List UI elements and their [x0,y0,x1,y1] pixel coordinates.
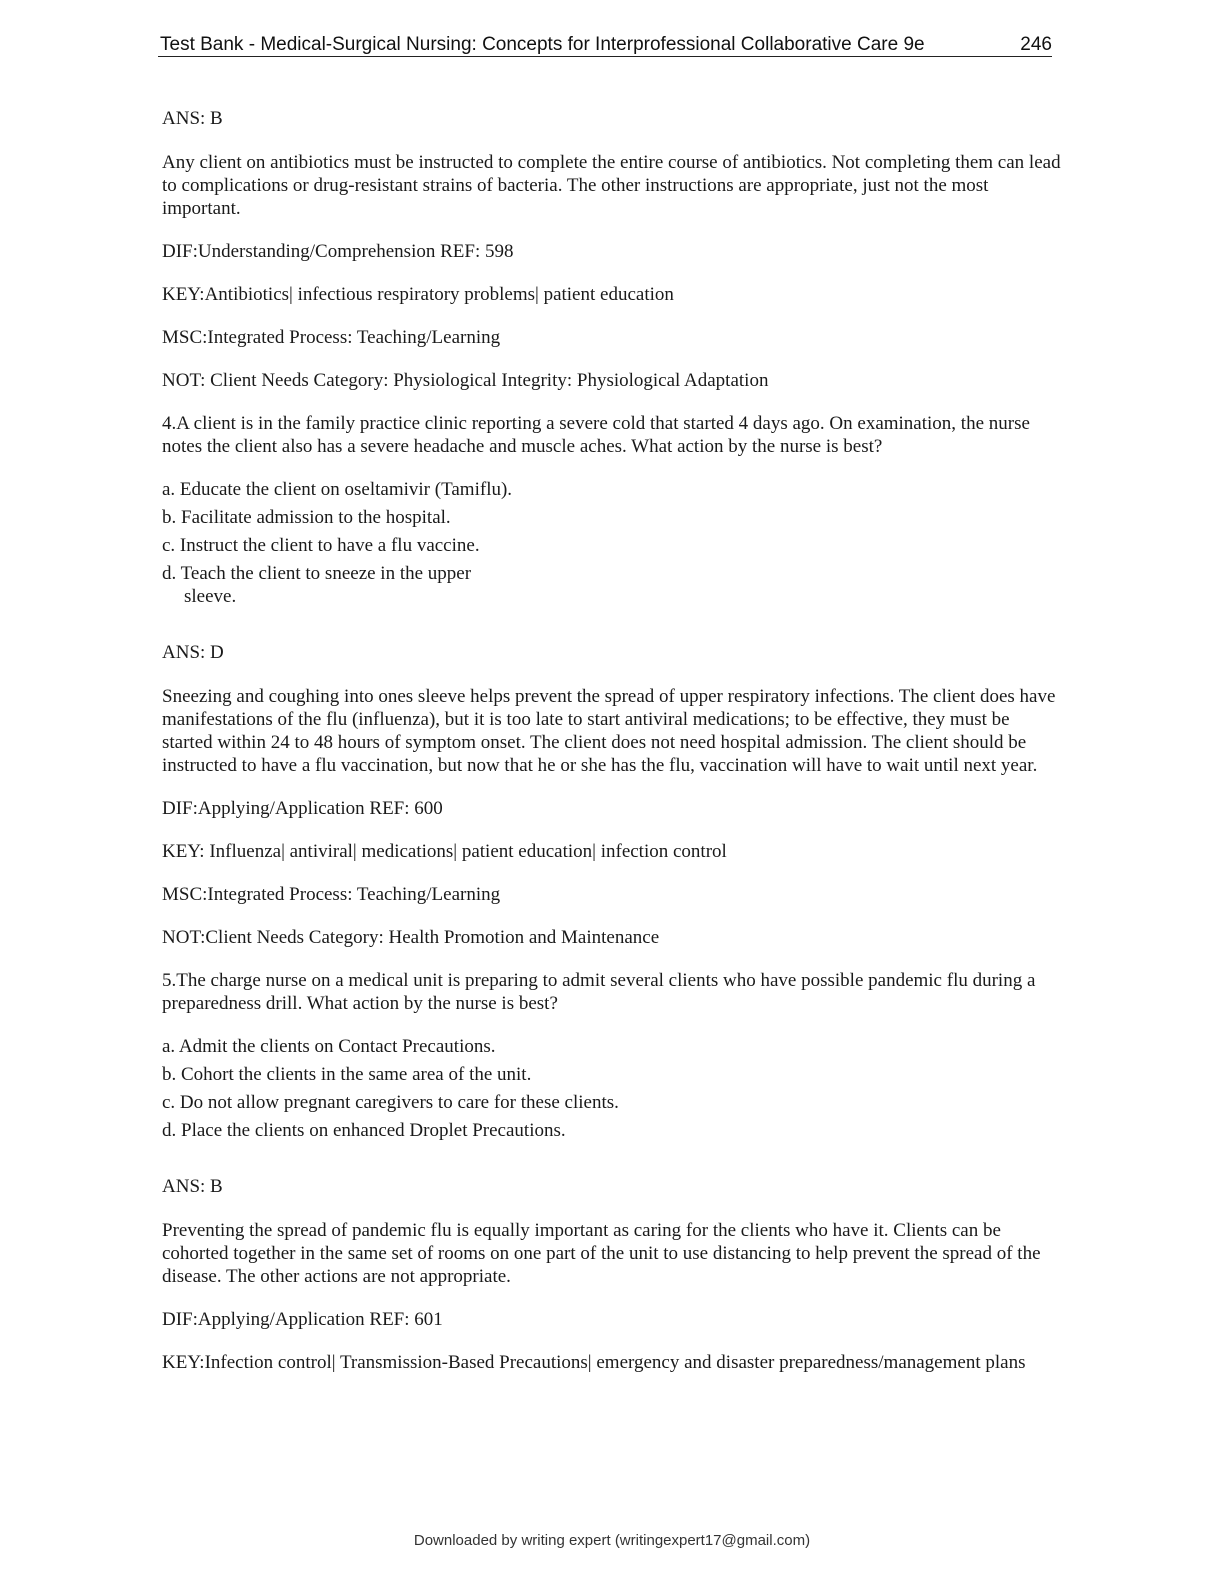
answer-label: ANS: B [162,108,223,129]
keywords: KEY:Infection control| Transmission-Based Precautions| emergency and disaster preparedness/management plans [162,1352,1026,1373]
difficulty-ref: DIF:Applying/Application REF: 601 [162,1309,443,1330]
question-4: 4.A client is in the family practice clinic reporting a severe cold that started 4 days ago. On examination, the nurse notes the client also has a severe headache and muscle aches. What action by the nurse is best? [162,413,1030,457]
msc-category: MSC:Integrated Process: Teaching/Learning [162,884,501,905]
difficulty-ref: DIF:Applying/Application REF: 600 [162,798,443,819]
option-b: b. Facilitate admission to the hospital. [162,507,451,528]
keywords: KEY: Influenza| antiviral| medications| patient education| infection control [162,841,727,862]
rationale-text: Preventing the spread of pandemic flu is equally important as caring for the clients who have it. Clients can be cohorted together in the same set of rooms on one part of the unit to use distancing to help prevent the spread of the disease. The other actions are not appropriate. [162,1220,1041,1287]
answer-label: ANS: D [162,642,224,663]
page-number: 246 [1020,34,1052,55]
not-category: NOT:Client Needs Category: Health Promotion and Maintenance [162,927,660,948]
question-5-options [162,1035,1062,1142]
msc-category: MSC:Integrated Process: Teaching/Learning [162,327,501,348]
option-d: d. Place the clients on enhanced Droplet Precautions. [162,1120,566,1141]
option-c: c. Instruct the client to have a flu vaccine. [162,535,480,556]
option-a: a. Educate the client on oseltamivir (Tamiflu). [162,479,513,500]
difficulty-ref: DIF:Understanding/Comprehension REF: 598 [162,241,514,262]
keywords: KEY:Antibiotics| infectious respiratory problems| patient education [162,284,674,305]
rationale-text: Sneezing and coughing into ones sleeve helps prevent the spread of upper respiratory infections. The client does have manifestations of the flu (influenza), but it is too late to start antiviral medications; to be effective, they must be started within 24 to 48 hours of symptom onset. The client does not need hospital admission. The client should be instructed to have a flu vaccination, but now that he or she has the flu, vaccination will have to wait until next year. [162,686,1056,776]
question-5: 5.The charge nurse on a medical unit is preparing to admit several clients who have possible pandemic flu during a preparedness drill. What action by the nurse is best? [162,970,1036,1014]
option-c: c. Do not allow pregnant caregivers to care for these clients. [162,1092,619,1113]
option-b: b. Cohort the clients in the same area of the unit. [162,1064,532,1085]
page-content [162,107,1062,1394]
question-4-options [162,478,1062,608]
option-d: d. Teach the client to sneeze in the upper sleeve. [162,563,472,607]
page-header [158,32,1052,57]
document-title: Test Bank - Medical-Surgical Nursing: Concepts for Interprofessional Collaborative Care 9e [160,34,925,55]
not-category: NOT: Client Needs Category: Physiological Integrity: Physiological Adaptation [162,370,769,391]
rationale-text: Any client on antibiotics must be instructed to complete the entire course of antibiotics. Not completing them can lead to complications or drug-resistant strains of bacteria. The other instructions are appropriate, just not the most important. [162,152,1061,219]
answer-label: ANS: B [162,1176,223,1197]
download-footer: Downloaded by writing expert (writingexpert17@gmail.com) [413,1532,811,1549]
option-a: a. Admit the clients on Contact Precautions. [162,1036,496,1057]
